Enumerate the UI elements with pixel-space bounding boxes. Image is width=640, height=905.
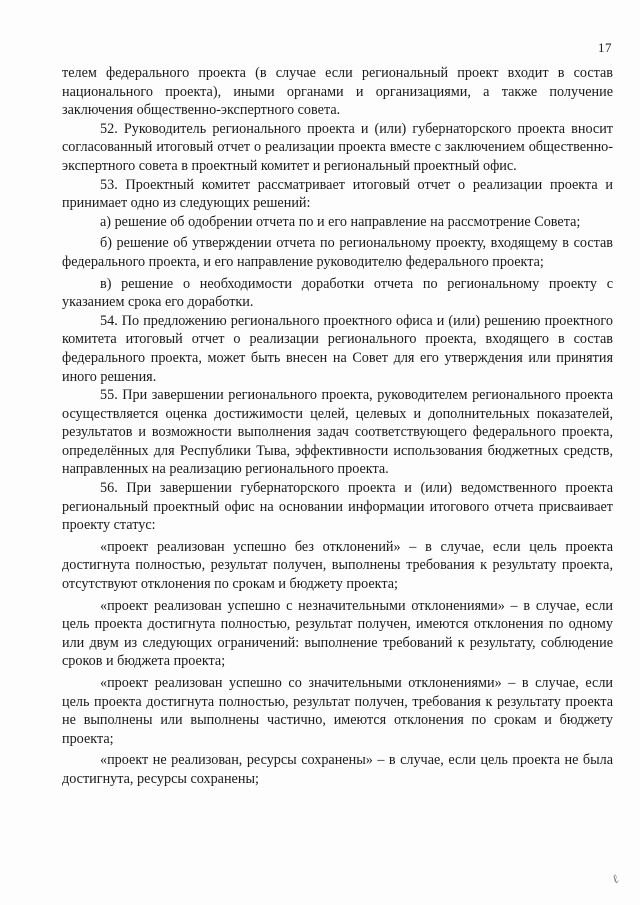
status-not-implemented: «проект не реализован, ресурсы сохранены» – в случае, если цель проекта не была достигнута, ресурсы сохранены; [62,752,613,787]
margin-handwritten-mark: ℓ [609,871,621,887]
paragraph-53-v: в) решение о необходимости доработки отчета по региональному проекту с указанием срока его доработки. [62,275,613,311]
status-major-deviations: «проект реализован успешно со значительными отклонениями» – в случае, если цель проекта достигнута полностью, результат получен, требования к результату проекта не выполнены или выполнены частично, имеются отклонения по срокам и бюджету проекта; [62,675,613,747]
paragraph-53-b: б) решение об утверждении отчета по региональному проекту, входящему в состав федерального проекта, и его направление руководителю федерального проекта; [62,235,613,270]
paragraph-52: 52. Руководитель регионального проекта и (или) губернаторского проекта вносит согласованный итоговый отчет о реализации проекта вместе с заключением общественно-экспертного совета в проектный комитет и региональный проектный офис. [62,120,613,174]
paragraph-55: 55. При завершении регионального проекта, руководителем регионального проекта осуществляется оценка достижимости целей, целевых и дополнительных показателей, результатов и возможности выполнения задач соответствующего федерального проекта, определённых для Республики Тыва, эффективности использования бюджетных средств, направленных на реализацию регионального проекта. [62,387,613,478]
page-number: 17 [598,40,612,55]
paragraph-continuation: телем федерального проекта (в случае если региональный проект входит в состав национального проекта), иными органами и организациями, а также получение заключения общественно-экспертного совета. [62,65,613,119]
paragraph-53: 53. Проектный комитет рассматривает итоговый отчет о реализации проекта и принимает одно из следующих решений: [62,176,613,212]
paragraph-54: 54. По предложению регионального проектного офиса и (или) решению проектного комитета итоговый отчет о реализации регионального проекта, входящего в состав федерального проекта, может быть внесен на Совет для его утверждения или принятия иного решения. [62,312,613,385]
status-minor-deviations: «проект реализован успешно с незначительными отклонениями» – в случае, если цель проекта достигнута полностью, результат получен, имеются отклонения по одному или двум из следующих ограничений: выполнение требований к результату, соблюдение сроков и бюджета проекта; [62,597,613,670]
document-body [62,64,613,789]
paragraph-53-a: а) решение об одобрении отчета по и его направление на рассмотрение Совета; [100,213,581,230]
status-no-deviations: «проект реализован успешно без отклонений» – в случае, если цель проекта достигнута полностью, результат получен, выполнены требования к результату проекта, отсутствуют отклонения по срокам и бюджету проекта; [62,538,613,593]
paragraph-56: 56. При завершении губернаторского проекта и (или) ведомственного проекта региональный проектный офис на основании информации итогового отчета присваивает проекту статус: [62,480,613,534]
